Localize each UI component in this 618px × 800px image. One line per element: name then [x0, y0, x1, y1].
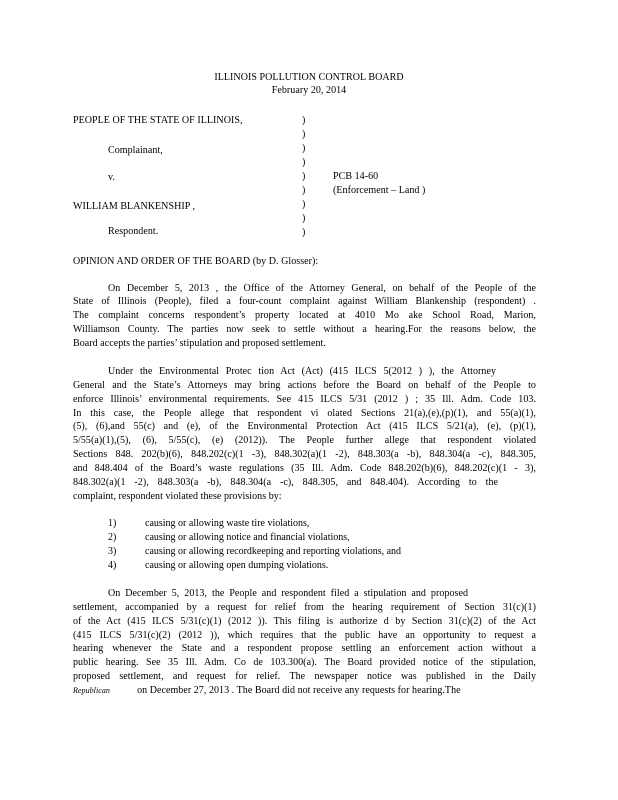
opinion-heading: OPINION AND ORDER OF THE BOARD (by D. Glosser): [73, 256, 319, 267]
list-item: causing or allowing open dumping violations. [145, 560, 329, 571]
list-item: causing or allowing waste tire violations, [145, 518, 310, 529]
list-item-number: 4) [108, 560, 117, 571]
p2-line-2: General and the State’s Attorneys may bring actions before the Board on behalf of the People to [73, 380, 536, 391]
p1-line-5: Board accepts the parties’ stipulation and proposed settlement. [73, 338, 326, 349]
list-item: causing or allowing recordkeeping and reporting violations, and [145, 546, 402, 557]
paren-9: ) [302, 227, 306, 238]
paren-5: ) [302, 171, 306, 182]
p3-line-4: (415 ILCS 5/31(c)(2) (2012 )), which requires that the public have an opportunity to request a [73, 630, 536, 641]
paren-1: ) [302, 115, 306, 126]
p2-line-8: and 848.404 of the Board’s waste regulations (35 Ill. Adm. Code 848.202(b)(6), 848.202(c)(1 - 3), [73, 463, 536, 474]
list-item-number: 1) [108, 518, 117, 529]
plaintiff-role: Complainant, [108, 145, 163, 156]
list-item-number: 3) [108, 546, 117, 557]
document-date: February 20, 2014 [271, 85, 347, 96]
paren-4: ) [302, 157, 306, 168]
p2-line-6: 5/55(a)(1),(5), (6), 5/55(c), (e) (2012)). The People further allege that respondent violated [73, 435, 536, 446]
p3-line-7: proposed settlement, and request for relief. The newspaper notice was published in the Daily [73, 671, 536, 682]
p2-line-5: (5), (6),and 55(c) and (e), of the Environmental Protection Act (415 ILCS 5/21(a), (e), (p)(1), [73, 421, 536, 432]
newspaper-name: Republican [73, 686, 110, 695]
paren-2: ) [302, 129, 306, 140]
p2-line-4: In this case, the People allege that respondent vi olated Sections 21(a),(e),(p)(1), and 55(a)(1), [73, 408, 536, 419]
list-item-number: 2) [108, 532, 117, 543]
p1-line-1: On December 5, 2013 , the Office of the Attorney General, on behalf of the People of the [108, 283, 536, 294]
p2-line-3: enforce Illinois’ environmental requirements. See 415 ILCS 5/31 (2012 ) ; 35 Ill. Adm. Code 103. [73, 394, 536, 405]
p1-line-2: State of Illinois (People), filed a four-count complaint against William Blankenship (respondent) . [73, 296, 536, 307]
paren-3: ) [302, 143, 306, 154]
paren-6: ) [302, 185, 306, 196]
p3-line-5: hearing whenever the State and a respondent propose settling an enforcement action without a [73, 643, 536, 654]
paren-8: ) [302, 213, 306, 224]
versus: v. [108, 172, 115, 183]
p2-line-9: 848.302(a)(1 -2), 848.303(a -b), 848.304(a -c), 848.305, and 848.404). According to the [73, 477, 498, 488]
plaintiff-name: PEOPLE OF THE STATE OF ILLINOIS, [73, 115, 243, 126]
defendant-role: Respondent. [108, 226, 159, 237]
case-type: (Enforcement – Land ) [333, 185, 426, 196]
p2-line-1: Under the Environmental Protec tion Act (Act) (415 ILCS 5(2012 ) ), the Attorney [108, 366, 496, 377]
paren-7: ) [302, 199, 306, 210]
case-number: PCB 14-60 [333, 171, 379, 182]
p2-line-10: complaint, respondent violated these provisions by: [73, 491, 282, 502]
p3-line-1: On December 5, 2013, the People and respondent filed a stipulation and proposed [108, 588, 468, 599]
p3-line-8-text: on December 27, 2013 . The Board did not receive any requests for hearing.The [137, 685, 461, 696]
list-item: causing or allowing notice and financial violations, [145, 532, 350, 543]
defendant-name: WILLIAM BLANKENSHIP , [73, 201, 196, 212]
p1-line-4: Williamson County. The parties now seek to settle without a hearing.For the reasons below, the [73, 324, 536, 335]
agency-title: ILLINOIS POLLUTION CONTROL BOARD [214, 72, 404, 83]
p3-line-6: public hearing. See 35 Ill. Adm. Co de 103.300(a). The Board provided notice of the stipulation, [73, 657, 536, 668]
p1-line-3: The complaint concerns respondent’s property located at 4010 Mo ake School Road, Marion, [73, 310, 536, 321]
p3-line-2: settlement, accompanied by a request for relief from the hearing requirement of Section 31(c)(1) [73, 602, 536, 613]
p3-line-3: of the Act (415 ILCS 5/31(c)(1) (2012 )). This filing is authorize d by Section 31(c)(2) of the Act [73, 616, 536, 627]
p3-line-8 [73, 685, 461, 697]
p2-line-7: Sections 848. 202(b)(6), 848.202(c)(1 -3), 848.302(a)(1 -2), 848.303(a -b), 848.304(a -c), 848.305, [73, 449, 536, 460]
